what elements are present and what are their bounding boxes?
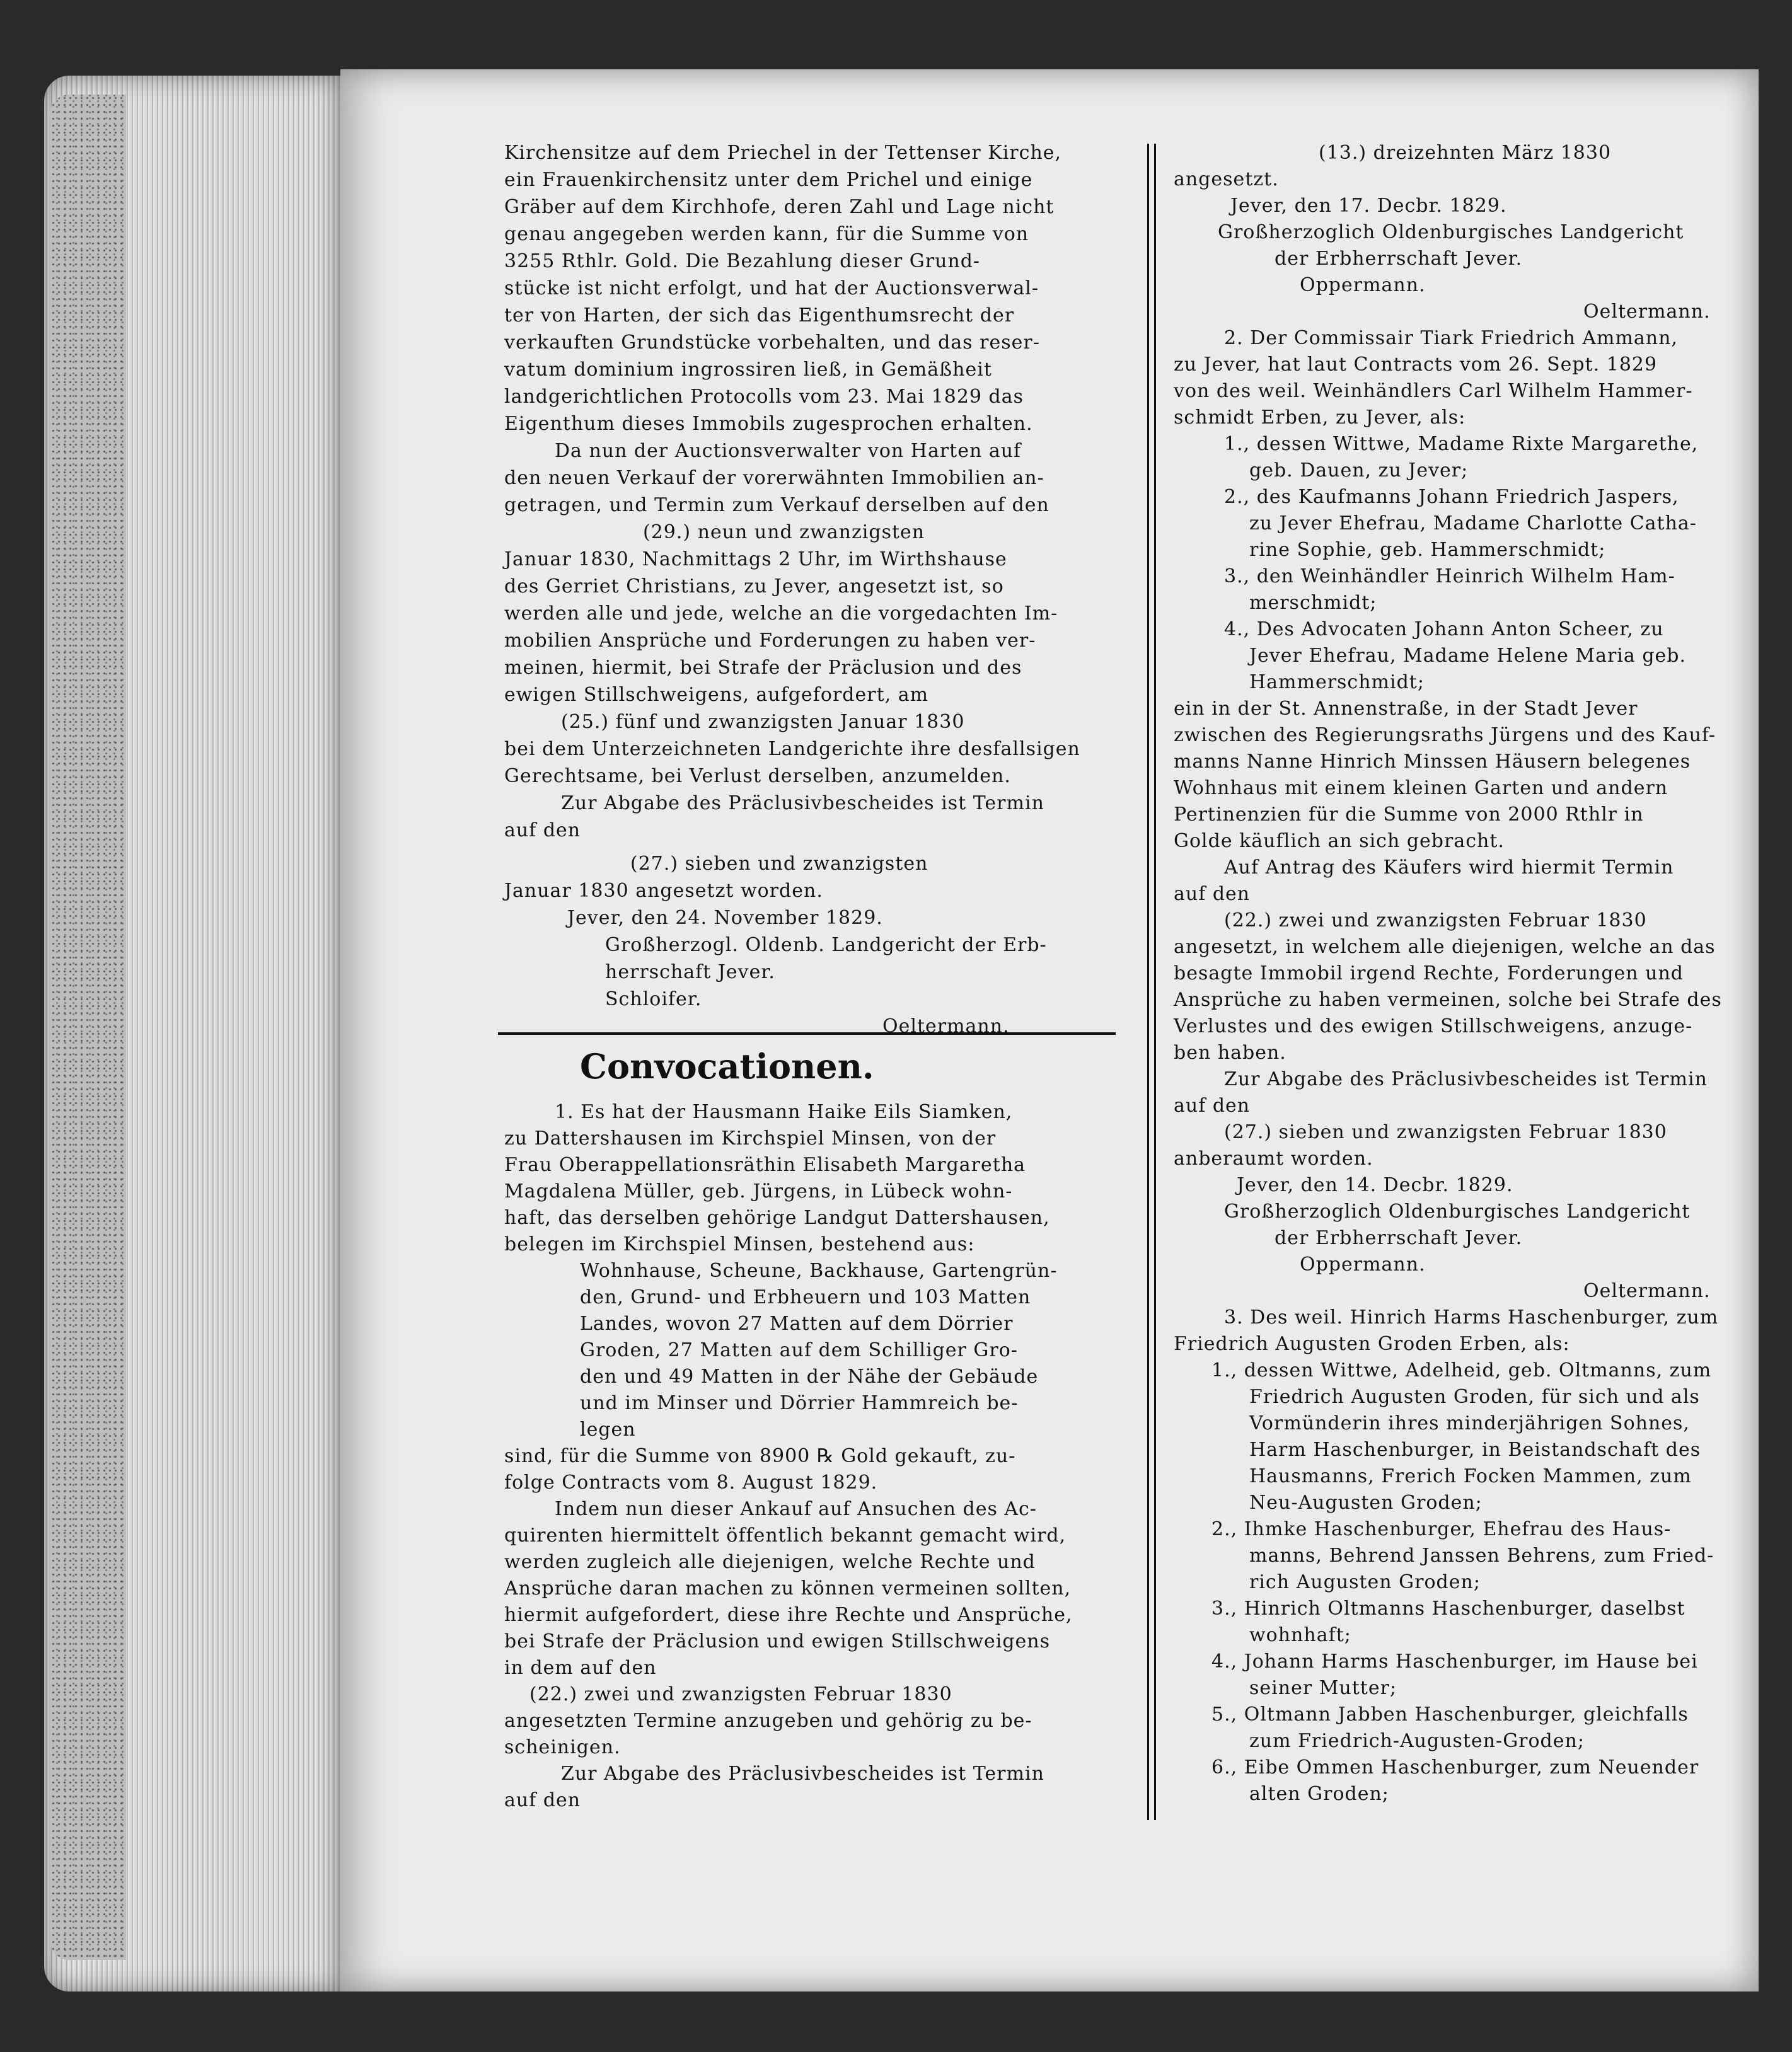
text-line: besagte Immobil irgend Rechte, Forderungen und	[1174, 962, 1684, 984]
text-line: auf den	[1174, 883, 1251, 905]
text-line: getragen, und Termin zum Verkauf derselben auf den	[504, 494, 1049, 516]
signature-oeltermann: Oeltermann.	[1583, 301, 1711, 323]
text-line: wohnhaft;	[1249, 1624, 1351, 1646]
text-line: Ansprüche daran machen zu können vermeinen sollten,	[504, 1577, 1072, 1600]
text-line: den neuen Verkauf der vorerwähnten Immobilien an-	[504, 467, 1044, 489]
signature-oeltermann: Oeltermann.	[882, 1015, 1010, 1037]
text-line: 6., Eibe Ommen Haschenburger, zum Neuender	[1211, 1756, 1699, 1778]
text-line: landgerichtlichen Protocolls vom 23. Mai 1829 das	[504, 386, 1024, 408]
text-line: Verlustes und des ewigen Stillschweigens, anzuge-	[1174, 1015, 1693, 1037]
text-line: Da nun der Auctionsverwalter von Harten auf	[555, 440, 1022, 462]
text-line: 2. Der Commissair Tiark Friedrich Ammann,	[1224, 327, 1678, 349]
text-line: 4., Des Advocaten Johann Anton Scheer, zu	[1224, 618, 1664, 640]
signature-schloifer: Schloifer.	[605, 988, 702, 1010]
text-line: stücke ist nicht erfolgt, und hat der Auctionsverwal-	[504, 277, 1039, 299]
text-line: (25.) fünf und zwanzigsten Januar 1830	[561, 711, 965, 733]
text-line: Großherzogl. Oldenb. Landgericht der Erb-	[605, 934, 1047, 956]
text-line: vatum dominium ingrossiren ließ, in Gemäßheit	[504, 359, 992, 381]
text-line: zu Jever, hat laut Contracts vom 26. Sept. 1829	[1174, 354, 1658, 376]
text-line: scheinigen.	[504, 1736, 621, 1758]
text-line: merschmidt;	[1249, 592, 1377, 614]
text-line: geb. Dauen, zu Jever;	[1249, 459, 1469, 481]
text-line: Jever, den 24. November 1829.	[567, 907, 883, 929]
signature-oppermann: Oppermann.	[1300, 1254, 1426, 1276]
text-line: auf den	[504, 1789, 581, 1811]
text-line: und im Minser und Dörrier Hammreich be-	[580, 1392, 1019, 1414]
text-line: seiner Mutter;	[1249, 1677, 1397, 1699]
text-line: 2., des Kaufmanns Johann Friedrich Jaspers,	[1224, 486, 1679, 508]
text-line: den, Grund- und Erbheuern und 103 Matten	[580, 1286, 1031, 1308]
column-divider	[1147, 144, 1156, 1820]
text-line: Großherzoglich Oldenburgisches Landgericht	[1218, 221, 1684, 243]
text-line: Friedrich Augusten Groden Erben, als:	[1174, 1333, 1570, 1355]
text-line: Januar 1830, Nachmittags 2 Uhr, im Wirthshause	[504, 548, 1007, 570]
text-line: Auf Antrag des Käufers wird hiermit Termin	[1224, 856, 1674, 879]
text-line: werden zugleich alle diejenigen, welche Rechte und	[504, 1551, 1036, 1573]
text-line: alten Groden;	[1249, 1783, 1389, 1805]
text-line: Gräber auf dem Kirchhofe, deren Zahl und Lage nicht	[504, 196, 1055, 218]
text-line: Hammerschmidt;	[1249, 671, 1425, 693]
text-line: 3255 Rthlr. Gold. Die Bezahlung dieser Grund-	[504, 250, 981, 272]
text-line: 1., dessen Wittwe, Madame Rixte Margarethe,	[1224, 433, 1699, 455]
text-line: zwischen des Regierungsraths Jürgens und des Kauf-	[1174, 724, 1716, 746]
text-line: folge Contracts vom 8. August 1829.	[504, 1472, 878, 1494]
text-line: anberaumt worden.	[1174, 1148, 1373, 1170]
section-rule	[498, 1032, 1116, 1035]
text-line: Jever, den 14. Decbr. 1829.	[1237, 1174, 1513, 1196]
text-line: Großherzoglich Oldenburgisches Landgericht	[1224, 1201, 1691, 1223]
signature-oppermann: Oppermann.	[1300, 274, 1426, 296]
section-heading: Convocationen.	[580, 1046, 874, 1087]
text-line: des Gerriet Christians, zu Jever, angesetzt ist, so	[504, 575, 1004, 597]
text-line: Zur Abgabe des Präclusivbescheides ist Termin	[561, 792, 1044, 814]
text-line: 3., Hinrich Oltmanns Haschenburger, daselbst	[1211, 1598, 1685, 1620]
text-line: genau angegeben werden kann, für die Summe von	[504, 223, 1029, 245]
text-line: meinen, hiermit, bei Strafe der Präclusion und des	[504, 657, 1022, 679]
text-line: Wohnhause, Scheune, Backhause, Gartengrün-	[580, 1260, 1058, 1282]
text-line: Jever Ehefrau, Madame Helene Maria geb.	[1249, 645, 1687, 667]
text-line: herrschaft Jever.	[605, 961, 775, 983]
text-line: haft, das derselben gehörige Landgut Dattershausen,	[504, 1207, 1050, 1229]
text-line: hiermit aufgefordert, diese ihre Rechte und Ansprüche,	[504, 1604, 1073, 1626]
text-line: Januar 1830 angesetzt worden.	[504, 880, 823, 902]
text-line: 3. Des weil. Hinrich Harms Haschenburger, zum	[1224, 1306, 1719, 1329]
text-line: den und 49 Matten in der Nähe der Gebäude	[580, 1366, 1039, 1388]
text-line: 5., Oltmann Jabben Haschenburger, gleichfalls	[1211, 1703, 1689, 1726]
text-line: 1. Es hat der Hausmann Haike Eils Siamken,	[555, 1101, 1013, 1123]
text-line: (22.) zwei und zwanzigsten Februar 1830	[529, 1683, 952, 1705]
text-line: mobilien Ansprüche und Forderungen zu haben ver-	[504, 630, 1036, 652]
text-line: auf den	[1174, 1095, 1251, 1117]
text-line: legen	[580, 1419, 636, 1441]
text-line: Friedrich Augusten Groden, für sich und als	[1249, 1386, 1700, 1408]
text-line: Frau Oberappellationsräthin Elisabeth Margaretha	[504, 1154, 1026, 1176]
text-line: (22.) zwei und zwanzigsten Februar 1830	[1224, 909, 1647, 931]
text-line: angesetzt, in welchem alle diejenigen, welche an das	[1174, 936, 1716, 958]
text-line: Landes, wovon 27 Matten auf dem Dörrier	[580, 1313, 1014, 1335]
text-line: manns, Behrend Janssen Behrens, zum Fried-	[1249, 1545, 1714, 1567]
text-line: 4., Johann Harms Haschenburger, im Hause bei	[1211, 1651, 1698, 1673]
text-line: Zur Abgabe des Präclusivbescheides ist Termin	[561, 1763, 1044, 1785]
text-line: werden alle und jede, welche an die vorgedachten Im-	[504, 602, 1058, 625]
text-line: quirenten hiermittelt öffentlich bekannt gemacht wird,	[504, 1525, 1067, 1547]
text-line: Eigenthum dieses Immobils zugesprochen erhalten.	[504, 413, 1033, 435]
text-line: 2., Ihmke Haschenburger, Ehefrau des Haus-	[1211, 1518, 1672, 1540]
text-line: schmidt Erben, zu Jever, als:	[1174, 406, 1466, 429]
text-line: Pertinenzien für die Summe von 2000 Rthlr in	[1174, 804, 1644, 826]
text-line: bei dem Unterzeichneten Landgerichte ihre desfallsigen	[504, 738, 1080, 760]
text-line: belegen im Kirchspiel Minsen, bestehend aus:	[504, 1233, 975, 1255]
text-line: verkauften Grundstücke vorbehalten, und das reser-	[504, 331, 1040, 354]
text-line: Groden, 27 Matten auf dem Schilliger Gro-	[580, 1339, 1018, 1361]
text-line: (13.) dreizehnten März 1830	[1319, 142, 1612, 164]
text-line: Golde käuflich an sich gebracht.	[1174, 830, 1505, 852]
text-line: zu Jever Ehefrau, Madame Charlotte Catha-	[1249, 512, 1697, 534]
text-line: bei Strafe der Präclusion und ewigen Stillschweigens	[504, 1630, 1051, 1652]
text-line: angesetzt.	[1174, 168, 1279, 190]
text-line: Hausmanns, Frerich Focken Mammen, zum	[1249, 1465, 1692, 1487]
text-line: zum Friedrich-Augusten-Groden;	[1249, 1730, 1585, 1752]
text-line: der Erbherrschaft Jever.	[1275, 248, 1523, 270]
scanned-page	[340, 69, 1759, 1991]
text-line: 1., dessen Wittwe, Adelheid, geb. Oltmanns, zum	[1211, 1359, 1712, 1381]
text-line: 3., den Weinhändler Heinrich Wilhelm Ham-	[1224, 565, 1675, 587]
text-line: rich Augusten Groden;	[1249, 1571, 1481, 1593]
text-line: in dem auf den	[504, 1657, 657, 1679]
text-line: (27.) sieben und zwanzigsten Februar 1830	[1224, 1121, 1667, 1143]
text-line: ewigen Stillschweigens, aufgefordert, am	[504, 684, 929, 706]
text-line: rine Sophie, geb. Hammerschmidt;	[1249, 539, 1606, 561]
text-line: Wohnhaus mit einem kleinen Garten und andern	[1174, 777, 1668, 799]
text-line: ein in der St. Annenstraße, in der Stadt Jever	[1174, 698, 1638, 720]
text-line: Vormünderin ihres minderjährigen Sohnes,	[1249, 1412, 1690, 1434]
text-line: (29.) neun und zwanzigsten	[643, 521, 925, 543]
text-line: der Erbherrschaft Jever.	[1275, 1227, 1523, 1249]
text-line: (27.) sieben und zwanzigsten	[630, 853, 928, 875]
text-line: Indem nun dieser Ankauf auf Ansuchen des Ac-	[555, 1498, 1037, 1520]
text-line: ben haben.	[1174, 1042, 1286, 1064]
text-line: von des weil. Weinhändlers Carl Wilhelm Hammer-	[1174, 380, 1693, 402]
signature-oeltermann: Oeltermann.	[1583, 1280, 1711, 1302]
text-line: Zur Abgabe des Präclusivbescheides ist Termin	[1224, 1068, 1708, 1090]
text-line: Kirchensitze auf dem Priechel in der Tettenser Kirche,	[504, 142, 1062, 164]
text-line: manns Nanne Hinrich Minssen Häusern belegenes	[1174, 751, 1691, 773]
text-line: ein Frauenkirchensitz unter dem Prichel und einige	[504, 169, 1033, 191]
text-line: zu Dattershausen im Kirchspiel Minsen, von der	[504, 1127, 997, 1150]
text-line: Magdalena Müller, geb. Jürgens, in Lübeck wohn-	[504, 1180, 1013, 1202]
text-line: Gerechtsame, bei Verlust derselben, anzumelden.	[504, 765, 1011, 787]
text-line: Neu-Augusten Groden;	[1249, 1492, 1483, 1514]
text-line: Ansprüche zu haben vermeinen, solche bei Strafe des	[1174, 989, 1722, 1011]
text-line: Harm Haschenburger, in Beistandschaft des	[1249, 1439, 1701, 1461]
text-line: auf den	[504, 819, 581, 841]
text-line: ter von Harten, der sich das Eigenthumsrecht der	[504, 304, 1015, 326]
text-line: sind, für die Summe von 8900 ℞ Gold gekauft, zu-	[504, 1445, 1016, 1467]
text-line: angesetzten Termine anzugeben und gehörig zu be-	[504, 1710, 1032, 1732]
text-line: Jever, den 17. Decbr. 1829.	[1230, 195, 1507, 217]
book-edge-speckle	[50, 95, 126, 1960]
